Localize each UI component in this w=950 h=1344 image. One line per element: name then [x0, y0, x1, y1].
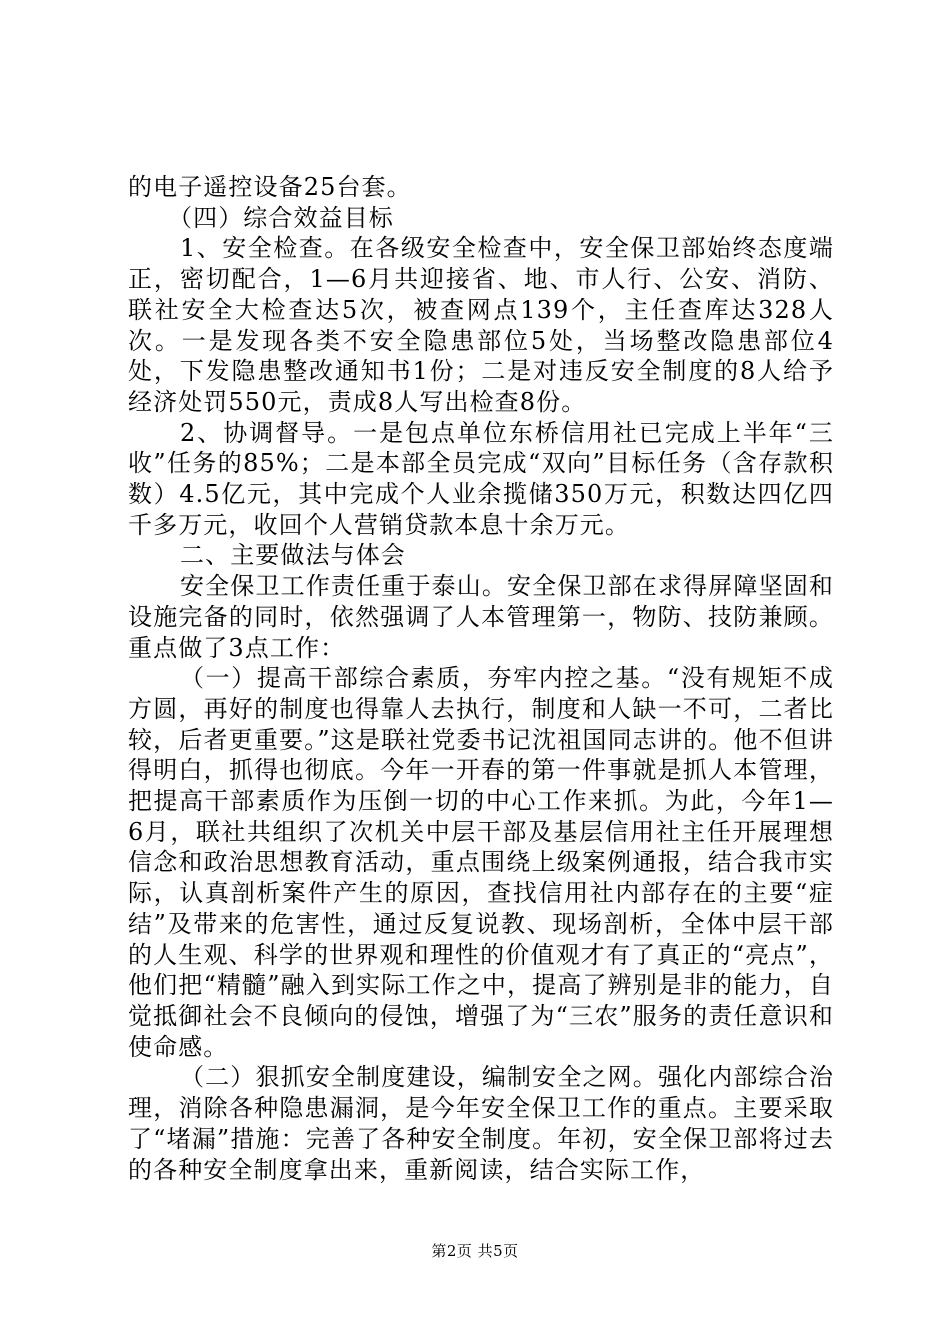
document-body — [128, 172, 834, 1185]
paragraph-coordination-supervision: 2、协调督导。一是包点单位东桥信用社已完成上半年“三收”任务的85%；二是本部全员完成“双向”目标任务（含存款积数）4.5亿元，其中完成个人业余揽储350万元，积数达四亿四千多万元，收回个人营销贷款本息十余万元。 — [128, 418, 834, 539]
section-heading-practices: 二、主要做法与体会 — [180, 541, 406, 570]
section-heading-benefit-goals: （四）综合效益目标 — [168, 203, 394, 232]
paragraph-security-intro: 安全保卫工作责任重于泰山。安全保卫部在求得屏障坚固和设施完备的同时，依然强调了人本管理第一，物防、技防兼顾。重点做了3点工作： — [128, 572, 834, 662]
paragraph-safety-inspection: 1、安全检查。在各级安全检查中，安全保卫部始终态度端正，密切配合，1—6月共迎接省、地、市人行、公安、消防、联社安全大检查达5次，被查网点139个，主任查库达328人次。一是发现各类不安全隐患部位5处，当场整改隐患部位4处，下发隐患整改通知书1份；二是对违反安全制度的8人给予经济处罚550元，责成8人写出检查8份。 — [128, 234, 834, 416]
paragraph-safety-system: （二）狠抓安全制度建设，编制安全之网。强化内部综合治理，消除各种隐患漏洞，是今年安全保卫工作的重点。主要采取了“堵漏”措施：完善了各种安全制度。年初，安全保卫部将过去的各种安全制度拿出来，重新阅读，结合实际工作， — [128, 1063, 834, 1184]
paragraph-continuation: 的电子遥控设备25台套。 — [128, 173, 412, 201]
page-footer: 第2页 共5页 — [431, 1242, 519, 1260]
paragraph-cadre-quality: （一）提高干部综合素质，夯牢内控之基。“没有规矩不成方圆，再好的制度也得靠人去执行，制度和人缺一不可，二者比较，后者更重要。”这是联社党委书记沈祖国同志讲的。他不但讲得明白，抓得也彻底。今年一开春的第一件事就是抓人本管理，把提高干部素质作为压倒一切的中心工作来抓。为此，今年1—6月，联社共组织了次机关中层干部及基层信用社主任开展理想信念和政治思想教育活动，重点围绕上级案例通报，结合我市实际，认真剖析案件产生的原因，查找信用社内部存在的主要“症结”及带来的危害性，通过反复说教、现场剖析，全体中层干部的人生观、科学的世界观和理性的价值观才有了真正的“亮点”，他们把“精髓”融入到实际工作之中，提高了辨别是非的能力，自觉抵御社会不良倾向的侵蚀，增强了为“三农”服务的责任意识和使命感。 — [128, 664, 834, 1061]
